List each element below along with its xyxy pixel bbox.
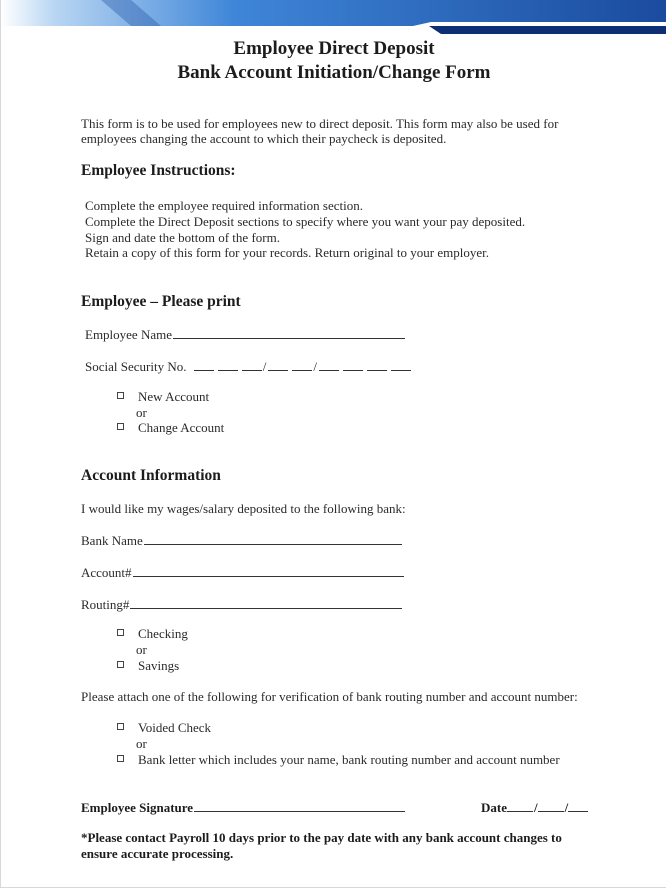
header-banner	[1, 0, 666, 36]
savings-option[interactable]	[117, 658, 179, 674]
account-heading: Account Information	[81, 467, 221, 484]
routing-number-label: Routing#	[81, 597, 130, 612]
ssn-digit-field[interactable]	[391, 358, 411, 371]
voided-check-label: Voided Check	[138, 720, 212, 735]
date-row	[481, 799, 588, 816]
ssn-separator: /	[313, 359, 317, 374]
date-separator: /	[564, 800, 569, 815]
ssn-digit-field[interactable]	[319, 358, 339, 371]
bank-letter-option[interactable]	[117, 752, 560, 768]
form-title-line2: Bank Account Initiation/Change Form	[177, 62, 491, 83]
ssn-separator: /	[262, 359, 267, 374]
verification-text: Please attach one of the following for verification of bank routing number and account number:	[81, 689, 578, 704]
savings-label: Savings	[138, 658, 180, 673]
employee-heading: Employee – Please print	[81, 293, 241, 310]
form-title-line1: Employee Direct Deposit	[233, 38, 435, 59]
footer-note-line1: *Please contact Payroll 10 days prior to the pay date with any bank account changes to	[81, 830, 562, 845]
employee-name-row	[85, 326, 405, 343]
date-day-field[interactable]	[538, 799, 564, 812]
date-label: Date	[481, 800, 507, 815]
instruction-item: Complete the employee required information section.	[85, 198, 363, 213]
voided-check-option[interactable]	[117, 720, 211, 736]
routing-number-row	[81, 596, 402, 613]
routing-number-field[interactable]	[130, 596, 402, 609]
or-label: or	[136, 405, 147, 420]
checkbox[interactable]	[117, 661, 124, 668]
checkbox[interactable]	[117, 423, 124, 430]
employee-name-field[interactable]	[173, 326, 405, 339]
ssn-digit-field[interactable]	[242, 358, 262, 371]
bank-letter-label: Bank letter which includes your name, bank routing number and account number	[138, 752, 560, 767]
ssn-digit-field[interactable]	[343, 358, 363, 371]
checkbox[interactable]	[117, 755, 124, 762]
new-account-label: New Account	[138, 389, 210, 404]
checking-label: Checking	[138, 626, 188, 641]
instruction-item: Retain a copy of this form for your records. Return original to your employer.	[85, 245, 489, 260]
instruction-item: Complete the Direct Deposit sections to specify where you want your pay deposited.	[85, 214, 526, 229]
account-number-row	[81, 564, 404, 581]
checkbox[interactable]	[117, 629, 124, 636]
account-number-label: Account#	[81, 565, 132, 580]
ssn-row	[85, 358, 415, 375]
checking-option[interactable]	[117, 626, 188, 642]
date-month-field[interactable]	[507, 799, 533, 812]
bank-name-field[interactable]	[144, 532, 402, 545]
signature-row	[81, 799, 405, 816]
checkbox[interactable]	[117, 392, 124, 399]
ssn-digit-field[interactable]	[367, 358, 387, 371]
change-account-label: Change Account	[138, 420, 225, 435]
instruction-item: Sign and date the bottom of the form.	[85, 230, 280, 245]
intro-line1: This form is to be used for employees new to direct deposit. This form may also be used for	[81, 116, 559, 131]
bank-name-row	[81, 532, 402, 549]
signature-field[interactable]	[194, 799, 405, 812]
or-label: or	[136, 736, 147, 751]
ssn-digit-field[interactable]	[218, 358, 238, 371]
date-separator: /	[534, 800, 538, 815]
ssn-digit-field[interactable]	[194, 358, 214, 371]
change-account-option[interactable]	[117, 420, 224, 436]
account-intro: I would like my wages/salary deposited to the following bank:	[81, 501, 406, 516]
footer-note-line2: ensure accurate processing.	[81, 846, 234, 861]
bank-name-label: Bank Name	[81, 533, 143, 548]
ssn-label: Social Security No.	[85, 359, 187, 374]
ssn-digit-field[interactable]	[268, 358, 288, 371]
instructions-heading: Employee Instructions:	[81, 162, 236, 179]
new-account-option[interactable]	[117, 389, 209, 405]
signature-label: Employee Signature	[81, 800, 194, 815]
account-number-field[interactable]	[133, 564, 404, 577]
ssn-digit-field[interactable]	[292, 358, 312, 371]
or-label: or	[136, 642, 147, 657]
intro-line2: employees changing the account to which their paycheck is deposited.	[81, 131, 447, 146]
date-year-field[interactable]	[568, 799, 588, 812]
employee-name-label: Employee Name	[85, 327, 172, 342]
checkbox[interactable]	[117, 723, 124, 730]
